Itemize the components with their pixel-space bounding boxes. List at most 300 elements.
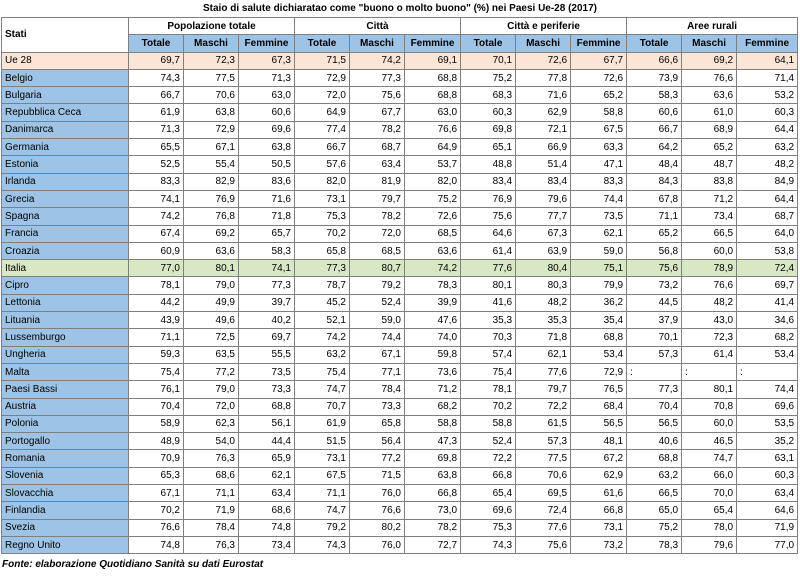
value-cell: 65,7 [239, 225, 295, 242]
value-cell: 74,7 [295, 381, 350, 398]
value-cell: 74,3 [129, 69, 184, 86]
country-name: Finlandia [2, 502, 129, 519]
source-note: Fonte: elaborazione Quotidiano Sanità su dati Eurostat [2, 559, 264, 570]
table-row [2, 312, 798, 329]
value-cell: 35,3 [461, 312, 516, 329]
value-cell: 84,9 [737, 173, 798, 190]
value-cell: 76,3 [184, 536, 239, 553]
value-cell: 69,2 [184, 225, 239, 242]
table-row [2, 467, 798, 484]
value-cell: 48,8 [461, 156, 516, 173]
sub-header-maschi: Maschi [350, 35, 405, 52]
value-cell: 80,7 [350, 260, 405, 277]
value-cell: 61,9 [129, 104, 184, 121]
value-cell: 79,2 [350, 277, 405, 294]
sub-header-totale: Totale [627, 35, 682, 52]
sub-header-maschi: Maschi [516, 35, 571, 52]
value-cell: 65,2 [627, 225, 682, 242]
value-cell: 68,8 [627, 450, 682, 467]
value-cell: 70,3 [461, 329, 516, 346]
value-cell: 56,5 [627, 415, 682, 432]
value-cell: 74,2 [350, 52, 405, 69]
value-cell: 69,7 [239, 329, 295, 346]
value-cell: 64,1 [737, 52, 798, 69]
value-cell: 68,6 [239, 502, 295, 519]
value-cell: 76,1 [129, 381, 184, 398]
value-cell: 67,3 [239, 52, 295, 69]
value-cell: 44,2 [129, 294, 184, 311]
value-cell: 82,0 [295, 173, 350, 190]
value-cell: 68,3 [461, 87, 516, 104]
value-cell: 67,1 [350, 346, 405, 363]
value-cell: 63,6 [184, 242, 239, 259]
value-cell: 48,9 [129, 433, 184, 450]
value-cell: 62,1 [239, 467, 295, 484]
table-row [2, 69, 798, 86]
value-cell: 65,1 [461, 139, 516, 156]
value-cell: 57,4 [461, 346, 516, 363]
value-cell: 65,8 [295, 242, 350, 259]
value-cell: 63,0 [405, 104, 461, 121]
value-cell: 73,1 [295, 190, 350, 207]
value-cell: 74,1 [239, 260, 295, 277]
country-name: Regno Unito [2, 536, 129, 553]
value-cell: 62,1 [516, 346, 571, 363]
country-name: Croazia [2, 242, 129, 259]
value-cell: 64,6 [461, 225, 516, 242]
table-row [2, 87, 798, 104]
value-cell: 69,6 [239, 121, 295, 138]
table-row [2, 519, 798, 536]
value-cell: 52,1 [295, 312, 350, 329]
value-cell: 74,3 [461, 536, 516, 553]
value-cell: 74,8 [239, 519, 295, 536]
value-cell: 65,2 [571, 87, 627, 104]
value-cell: 69,2 [682, 52, 737, 69]
value-cell: 72,9 [184, 121, 239, 138]
value-cell: 70,8 [682, 398, 737, 415]
value-cell: 83,4 [516, 173, 571, 190]
value-cell: 72,2 [461, 450, 516, 467]
value-cell: 60,0 [682, 415, 737, 432]
table-row [2, 398, 798, 415]
value-cell: 73,2 [571, 536, 627, 553]
stati-header: Stati [2, 18, 129, 53]
value-cell: 74,2 [405, 260, 461, 277]
value-cell: 67,1 [129, 485, 184, 502]
value-cell: 60,9 [129, 242, 184, 259]
group-header-citta-periferie: Città e periferie [461, 18, 627, 35]
table-row [2, 225, 798, 242]
value-cell: 75,2 [461, 69, 516, 86]
value-cell: 43,0 [682, 312, 737, 329]
country-name: Polonia [2, 415, 129, 432]
value-cell: 69,8 [405, 450, 461, 467]
value-cell: 63,5 [184, 346, 239, 363]
value-cell: 37,9 [627, 312, 682, 329]
value-cell: 61,9 [295, 415, 350, 432]
value-cell: 76,6 [682, 277, 737, 294]
value-cell: 80,1 [184, 260, 239, 277]
value-cell: 48,2 [682, 294, 737, 311]
value-cell: 65,8 [350, 415, 405, 432]
value-cell: 72,7 [405, 536, 461, 553]
value-cell: 70,1 [461, 52, 516, 69]
value-cell: 68,8 [405, 69, 461, 86]
value-cell: 70,6 [184, 87, 239, 104]
value-cell: 72,5 [184, 329, 239, 346]
value-cell: 71,6 [516, 87, 571, 104]
sub-header-femmine: Femmine [737, 35, 798, 52]
value-cell: 57,3 [516, 433, 571, 450]
value-cell: 63,0 [239, 87, 295, 104]
value-cell: : [682, 363, 737, 380]
value-cell: 44,4 [239, 433, 295, 450]
value-cell: 76,6 [350, 502, 405, 519]
value-cell: 83,3 [129, 173, 184, 190]
value-cell: 48,2 [737, 156, 798, 173]
value-cell: 66,5 [682, 225, 737, 242]
value-cell: 62,3 [184, 415, 239, 432]
value-cell: 63,2 [737, 139, 798, 156]
value-cell: 61,4 [461, 242, 516, 259]
value-cell: 77,0 [129, 260, 184, 277]
country-name: Bulgaria [2, 87, 129, 104]
value-cell: 55,5 [239, 346, 295, 363]
value-cell: 50,5 [239, 156, 295, 173]
value-cell: 74,4 [350, 329, 405, 346]
value-cell: 77,4 [295, 121, 350, 138]
value-cell: 72,6 [516, 52, 571, 69]
country-name: Ue 28 [2, 52, 129, 69]
value-cell: 53,4 [571, 346, 627, 363]
sub-header-maschi: Maschi [184, 35, 239, 52]
value-cell: 60,3 [737, 104, 798, 121]
value-cell: 73,3 [239, 381, 295, 398]
value-cell: 72,4 [516, 502, 571, 519]
value-cell: 74,4 [737, 381, 798, 398]
group-header-row [2, 18, 798, 35]
value-cell: 76,8 [184, 208, 239, 225]
value-cell: : [627, 363, 682, 380]
value-cell: 78,9 [682, 260, 737, 277]
value-cell: 75,3 [461, 519, 516, 536]
value-cell: 72,2 [516, 398, 571, 415]
table-row [2, 433, 798, 450]
value-cell: 69,6 [737, 398, 798, 415]
table-row [2, 104, 798, 121]
value-cell: 66,9 [516, 139, 571, 156]
value-cell: 66,7 [295, 139, 350, 156]
value-cell: 73,1 [295, 450, 350, 467]
value-cell: 80,1 [682, 381, 737, 398]
value-cell: 61,6 [571, 485, 627, 502]
value-cell: 72,0 [350, 225, 405, 242]
value-cell: 77,6 [516, 519, 571, 536]
value-cell: 62,9 [571, 467, 627, 484]
value-cell: 68,8 [405, 87, 461, 104]
value-cell: 76,0 [350, 485, 405, 502]
value-cell: 70,6 [516, 467, 571, 484]
country-name: Belgio [2, 69, 129, 86]
country-name: Romania [2, 450, 129, 467]
value-cell: 68,5 [350, 242, 405, 259]
value-cell: 60,6 [239, 104, 295, 121]
value-cell: 75,2 [405, 190, 461, 207]
value-cell: 35,3 [516, 312, 571, 329]
value-cell: 72,0 [295, 87, 350, 104]
value-cell: 60,6 [627, 104, 682, 121]
value-cell: 52,4 [461, 433, 516, 450]
value-cell: 58,8 [571, 104, 627, 121]
country-name: Lituania [2, 312, 129, 329]
value-cell: 75,6 [461, 208, 516, 225]
value-cell: 71,2 [405, 381, 461, 398]
value-cell: 73,9 [627, 69, 682, 86]
value-cell: 77,2 [184, 363, 239, 380]
value-cell: 58,9 [129, 415, 184, 432]
value-cell: 65,3 [129, 467, 184, 484]
table-row [2, 415, 798, 432]
country-name: Irlanda [2, 173, 129, 190]
value-cell: 47,3 [405, 433, 461, 450]
value-cell: 41,4 [737, 294, 798, 311]
table-title: Staio di salute dichiaratao come "buono o molto buono" (%) nei Paesi Ue-28 (2017) [203, 3, 597, 14]
table-row [2, 536, 798, 553]
value-cell: 82,0 [405, 173, 461, 190]
value-cell: 53,2 [737, 87, 798, 104]
value-cell: 77,3 [350, 69, 405, 86]
table-row [2, 363, 798, 380]
value-cell: 79,0 [184, 277, 239, 294]
data-table [1, 17, 798, 554]
value-cell: 57,3 [627, 346, 682, 363]
value-cell: 65,5 [129, 139, 184, 156]
table-row [2, 450, 798, 467]
value-cell: 64,6 [737, 502, 798, 519]
value-cell: 76,5 [571, 381, 627, 398]
country-name: Lettonia [2, 294, 129, 311]
value-cell: 79,2 [295, 519, 350, 536]
value-cell: 70,0 [682, 485, 737, 502]
sub-header-maschi: Maschi [682, 35, 737, 52]
value-cell: 70,2 [129, 502, 184, 519]
value-cell: 75,6 [627, 260, 682, 277]
table-row [2, 190, 798, 207]
table-row [2, 329, 798, 346]
value-cell: 66,8 [571, 502, 627, 519]
country-name: Spagna [2, 208, 129, 225]
value-cell: 80,3 [516, 277, 571, 294]
table-row [2, 485, 798, 502]
value-cell: 76,9 [184, 190, 239, 207]
value-cell: 76,6 [405, 121, 461, 138]
value-cell: 77,5 [184, 69, 239, 86]
value-cell: 78,1 [129, 277, 184, 294]
value-cell: 74,7 [295, 502, 350, 519]
country-name: Grecia [2, 190, 129, 207]
value-cell: 47,6 [405, 312, 461, 329]
value-cell: 67,3 [516, 225, 571, 242]
table-row [2, 277, 798, 294]
value-cell: 34,6 [737, 312, 798, 329]
value-cell: 68,7 [350, 139, 405, 156]
value-cell: 75,4 [461, 363, 516, 380]
value-cell: 74,2 [295, 329, 350, 346]
value-cell: 48,1 [571, 433, 627, 450]
value-cell: 61,5 [516, 415, 571, 432]
value-cell: 75,2 [627, 519, 682, 536]
value-cell: 69,7 [129, 52, 184, 69]
value-cell: 65,4 [682, 502, 737, 519]
value-cell: 83,4 [461, 173, 516, 190]
value-cell: 53,4 [737, 346, 798, 363]
value-cell: 65,2 [682, 139, 737, 156]
value-cell: 53,7 [405, 156, 461, 173]
value-cell: 59,0 [571, 242, 627, 259]
value-cell: 56,8 [627, 242, 682, 259]
value-cell: 77,8 [516, 69, 571, 86]
value-cell: 67,5 [295, 467, 350, 484]
sub-header-totale: Totale [295, 35, 350, 52]
value-cell: 56,5 [571, 415, 627, 432]
value-cell: 71,3 [239, 69, 295, 86]
value-cell: 51,5 [295, 433, 350, 450]
value-cell: 80,1 [461, 277, 516, 294]
value-cell: 58,8 [405, 415, 461, 432]
value-cell: 71,1 [295, 485, 350, 502]
value-cell: 40,6 [627, 433, 682, 450]
value-cell: 69,8 [461, 121, 516, 138]
value-cell: 72,6 [405, 208, 461, 225]
value-cell: 67,5 [571, 121, 627, 138]
value-cell: 79,7 [516, 381, 571, 398]
value-cell: 83,6 [239, 173, 295, 190]
country-name: Slovenia [2, 467, 129, 484]
value-cell: 74,3 [295, 536, 350, 553]
value-cell: 67,1 [184, 139, 239, 156]
value-cell: 78,4 [350, 381, 405, 398]
country-name: Paesi Bassi [2, 381, 129, 398]
value-cell: 64,2 [627, 139, 682, 156]
value-cell: 77,3 [239, 277, 295, 294]
value-cell: 67,8 [627, 190, 682, 207]
country-name: Ungheria [2, 346, 129, 363]
value-cell: 71,9 [737, 519, 798, 536]
value-cell: 35,2 [737, 433, 798, 450]
value-cell: 65,9 [239, 450, 295, 467]
value-cell: 63,2 [295, 346, 350, 363]
value-cell: 72,1 [516, 121, 571, 138]
value-cell: 74,1 [129, 190, 184, 207]
value-cell: 56,4 [350, 433, 405, 450]
value-cell: 49,9 [184, 294, 239, 311]
value-cell: 59,0 [350, 312, 405, 329]
value-cell: 78,7 [295, 277, 350, 294]
value-cell: 70,9 [129, 450, 184, 467]
value-cell: 68,2 [737, 329, 798, 346]
value-cell: 79,6 [682, 536, 737, 553]
country-name: Repubblica Ceca [2, 104, 129, 121]
value-cell: 77,6 [461, 260, 516, 277]
value-cell: 80,4 [516, 260, 571, 277]
value-cell: 68,9 [682, 121, 737, 138]
value-cell: 58,3 [627, 87, 682, 104]
value-cell: 68,4 [571, 398, 627, 415]
value-cell: 70,2 [461, 398, 516, 415]
value-cell: 60,0 [682, 242, 737, 259]
value-cell: 69,7 [737, 277, 798, 294]
value-cell: 64,4 [737, 190, 798, 207]
value-cell: 70,4 [129, 398, 184, 415]
country-name: Portogallo [2, 433, 129, 450]
value-cell: 81,9 [350, 173, 405, 190]
value-cell: 69,6 [461, 502, 516, 519]
value-cell: 54,0 [184, 433, 239, 450]
value-cell: 36,2 [571, 294, 627, 311]
table-row [2, 294, 798, 311]
value-cell: 58,8 [461, 415, 516, 432]
value-cell: 70,1 [627, 329, 682, 346]
value-cell: 68,6 [184, 467, 239, 484]
value-cell: 78,3 [627, 536, 682, 553]
value-cell: 73,2 [627, 277, 682, 294]
value-cell: 63,3 [571, 139, 627, 156]
value-cell: 71,5 [350, 467, 405, 484]
value-cell: 77,0 [737, 536, 798, 553]
country-name: Cipro [2, 277, 129, 294]
value-cell: 68,8 [571, 329, 627, 346]
country-name: Germania [2, 139, 129, 156]
value-cell: 79,9 [571, 277, 627, 294]
value-cell: 82,9 [184, 173, 239, 190]
value-cell: 63,8 [405, 467, 461, 484]
value-cell: 73,6 [405, 363, 461, 380]
country-name: Austria [2, 398, 129, 415]
value-cell: 71,1 [129, 329, 184, 346]
value-cell: 39,9 [405, 294, 461, 311]
country-name: Italia [2, 260, 129, 277]
value-cell: 43,9 [129, 312, 184, 329]
value-cell: 71,5 [295, 52, 350, 69]
value-cell: 65,4 [461, 485, 516, 502]
value-cell: 76,3 [184, 450, 239, 467]
value-cell: 59,3 [129, 346, 184, 363]
value-cell: 77,6 [516, 363, 571, 380]
sub-header-femmine: Femmine [571, 35, 627, 52]
value-cell: 63,6 [682, 87, 737, 104]
value-cell: 84,3 [627, 173, 682, 190]
country-name: Danimarca [2, 121, 129, 138]
table-row [2, 242, 798, 259]
value-cell: 63,8 [239, 139, 295, 156]
value-cell: 78,2 [350, 121, 405, 138]
value-cell: 47,1 [571, 156, 627, 173]
table-row [2, 156, 798, 173]
value-cell: 56,1 [239, 415, 295, 432]
value-cell: 62,9 [516, 104, 571, 121]
group-header-citta: Città [295, 18, 461, 35]
value-cell: 48,7 [682, 156, 737, 173]
value-cell: 76,6 [682, 69, 737, 86]
value-cell: 60,3 [737, 467, 798, 484]
value-cell: 62,1 [571, 225, 627, 242]
value-cell: 67,2 [571, 450, 627, 467]
value-cell: 76,6 [129, 519, 184, 536]
value-cell: 63,8 [184, 104, 239, 121]
value-cell: 51,4 [516, 156, 571, 173]
value-cell: 48,2 [516, 294, 571, 311]
